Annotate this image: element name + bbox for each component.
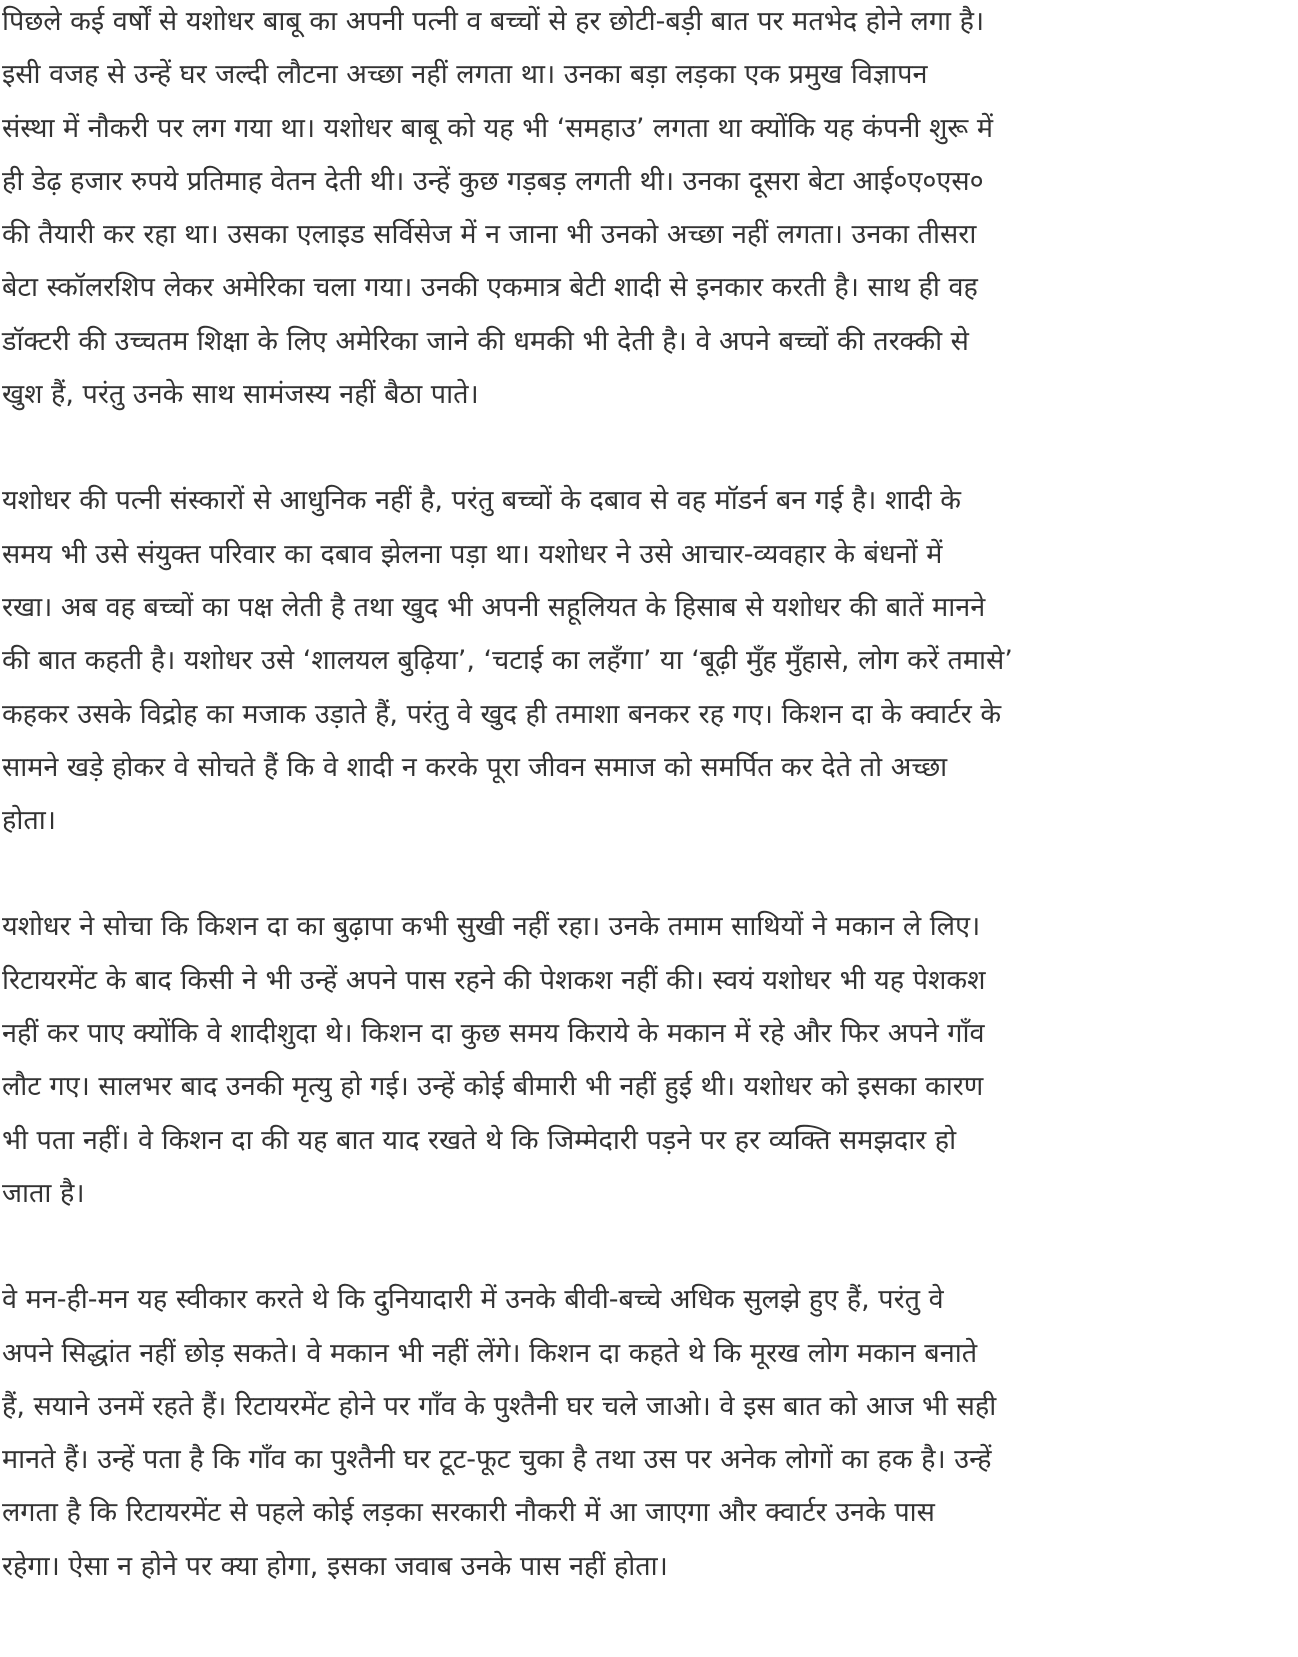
- text-line: मानते हैं। उन्हें पता है कि गाँव का पुश्तैनी घर टूट-फूट चुका है तथा उस पर अनेक लोगों का हक है। उन्हें: [2, 1444, 992, 1476]
- text-line: सामने खड़े होकर वे सोचते हैं कि वे शादी न करके पूरा जीवन समाज को समर्पित कर देते तो अच्छा: [2, 751, 948, 783]
- text-line: की बात कहती है। यशोधर उसे ‘शालयल बुढ़िया’, ‘चटाई का लहँगा’ या ‘बूढ़ी मुँह मुँहासे, लोग करें तमासे’: [2, 645, 1013, 677]
- text-line: बेटा स्कॉलरशिप लेकर अमेरिका चला गया। उनकी एकमात्र बेटी शादी से इनकार करती है। साथ ही वह: [2, 272, 978, 304]
- text-line: खुश हैं, परंतु उनके साथ सामंजस्य नहीं बैठा पाते।: [2, 379, 479, 411]
- text-line: रहेगा। ऐसा न होने पर क्या होगा, इसका जवाब उनके पास नहीं होता।: [2, 1550, 668, 1582]
- text-line: हैं, सयाने उनमें रहते हैं। रिटायरमेंट होने पर गाँव के पुश्तैनी घर चले जाओ। वे इस बात को आज भी सही: [2, 1390, 997, 1422]
- text-line: यशोधर की पत्नी संस्कारों से आधुनिक नहीं है, परंतु बच्चों के दबाव से वह मॉडर्न बन गई है। शादी के: [2, 485, 961, 517]
- paragraph: [2, 479, 1298, 852]
- text-line: होता।: [2, 805, 56, 837]
- text-line: की तैयारी कर रहा था। उसका एलाइड सर्विसेज में न जाना भी उनको अच्छा नहीं लगता। उनका तीसरा: [2, 219, 977, 251]
- text-line: पिछले कई वर्षों से यशोधर बाबू का अपनी पत्नी व बच्चों से हर छोटी-बड़ी बात पर मतभेद होने लगा है।: [2, 6, 985, 37]
- text-line: समय भी उसे संयुक्त परिवार का दबाव झेलना पड़ा था। यशोधर ने उसे आचार-व्यवहार के बंधनों में: [2, 538, 943, 570]
- paragraph: [2, 1278, 1298, 1598]
- text-line: वे मन-ही-मन यह स्वीकार करते थे कि दुनियादारी में उनके बीवी-बच्चे अधिक सुलझे हुए हैं, परंतु वे: [2, 1284, 944, 1316]
- text-line: रखा। अब वह बच्चों का पक्ष लेती है तथा खुद भी अपनी सहूलियत के हिसाब से यशोधर की बातें मानने: [2, 591, 986, 623]
- text-line: नहीं कर पाए क्योंकि वे शादीशुदा थे। किशन दा कुछ समय किराये के मकान में रहे और फिर अपने गाँव: [2, 1018, 985, 1050]
- paragraph: [2, 0, 1298, 426]
- text-line: यशोधर ने सोचा कि किशन दा का बुढ़ापा कभी सुखी नहीं रहा। उनके तमाम साथियों ने मकान ले लिए।: [2, 911, 981, 943]
- text-line: अपने सिद्धांत नहीं छोड़ सकते। वे मकान भी नहीं लेंगे। किशन दा कहते थे कि मूरख लोग मकान बनाते: [2, 1337, 978, 1369]
- text-line: संस्था में नौकरी पर लग गया था। यशोधर बाबू को यह भी ‘समहाउ’ लगता था क्योंकि यह कंपनी शुरू में: [2, 112, 994, 144]
- text-line: जाता है।: [2, 1177, 85, 1209]
- text-line: लगता है कि रिटायरमेंट से पहले कोई लड़का सरकारी नौकरी में आ जाएगा और क्वार्टर उनके पास: [2, 1497, 935, 1529]
- paragraph: [2, 905, 1298, 1225]
- text-line: लौट गए। सालभर बाद उनकी मृत्यु हो गई। उन्हें कोई बीमारी भी नहीं हुई थी। यशोधर को इसका कारण: [2, 1071, 984, 1103]
- text-line: भी पता नहीं। वे किशन दा की यह बात याद रखते थे कि जिम्मेदारी पड़ने पर हर व्यक्ति समझदार हो: [2, 1124, 957, 1156]
- text-line: इसी वजह से उन्हें घर जल्दी लौटना अच्छा नहीं लगता था। उनका बड़ा लड़का एक प्रमुख विज्ञापन: [2, 59, 928, 91]
- text-line: रिटायरमेंट के बाद किसी ने भी उन्हें अपने पास रहने की पेशकश नहीं की। स्वयं यशोधर भी यह पेशकश: [2, 964, 986, 996]
- text-line: डॉक्टरी की उच्चतम शिक्षा के लिए अमेरिका जाने की धमकी भी देती है। वे अपने बच्चों की तरक्की से: [2, 325, 969, 357]
- text-line: ही डेढ़ हजार रुपये प्रतिमाह वेतन देती थी। उन्हें कुछ गड़बड़ लगती थी। उनका दूसरा बेटा आई०ए०एस०: [2, 165, 984, 197]
- text-line: कहकर उसके विद्रोह का मजाक उड़ाते हैं, परंतु वे खुद ही तमाशा बनकर रह गए। किशन दा के क्वार्टर के: [2, 698, 1002, 730]
